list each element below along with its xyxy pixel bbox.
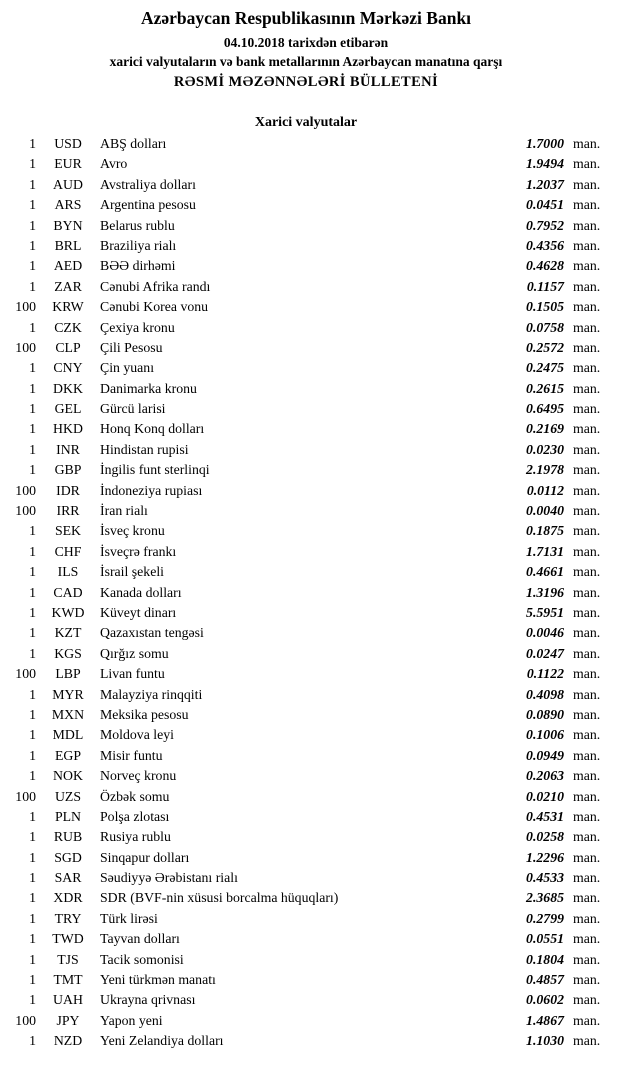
table-row <box>2 256 610 276</box>
table-row <box>2 154 610 174</box>
table-row <box>2 603 610 623</box>
row-currency-name: Yeni Zelandiya dolları <box>100 1033 224 1049</box>
table-row <box>2 664 610 684</box>
subject-line: xarici valyutaların və bank metallarının Azərbaycan manatına qarşı <box>109 54 503 69</box>
row-rate-value: 0.4661 <box>526 564 564 580</box>
row-currency-code: RUB <box>53 829 83 845</box>
bulletin-header <box>2 8 610 91</box>
row-currency-name: Moldova leyi <box>100 727 174 743</box>
row-rate-value: 0.2799 <box>526 910 564 926</box>
row-quantity: 1 <box>29 360 36 376</box>
row-quantity: 1 <box>29 401 36 417</box>
row-rate-value: 0.4098 <box>526 686 564 702</box>
row-quantity: 1 <box>29 829 36 845</box>
row-unit-label: man. <box>573 951 601 967</box>
row-currency-code: HKD <box>53 421 83 437</box>
table-row <box>2 297 610 317</box>
row-quantity: 1 <box>29 808 36 824</box>
row-quantity: 100 <box>15 503 36 519</box>
table-row <box>2 134 610 154</box>
row-currency-name: Livan funtu <box>100 666 165 682</box>
row-currency-name: Argentina pesosu <box>100 197 196 213</box>
row-currency-name: Yeni türkmən manatı <box>100 972 216 988</box>
row-currency-code: KWD <box>51 604 85 620</box>
table-row <box>2 318 610 338</box>
table-row <box>2 419 610 439</box>
row-rate-value: 0.4533 <box>526 870 564 886</box>
row-unit-label: man. <box>573 727 601 743</box>
row-currency-name: Rusiya rublu <box>100 829 171 845</box>
row-currency-name: BƏƏ dirhəmi <box>100 258 176 274</box>
row-currency-code: IDR <box>56 482 80 498</box>
row-currency-name: Tacik somonisi <box>100 951 184 967</box>
table-row <box>2 195 610 215</box>
row-currency-code: DKK <box>53 380 83 396</box>
row-rate-value: 1.4867 <box>526 1012 564 1028</box>
table-row <box>2 440 610 460</box>
row-unit-label: man. <box>573 768 601 784</box>
row-quantity: 1 <box>29 1033 36 1049</box>
row-quantity: 1 <box>29 849 36 865</box>
row-unit-label: man. <box>573 645 601 661</box>
row-unit-label: man. <box>573 319 601 335</box>
row-rate-value: 0.0040 <box>526 503 564 519</box>
table-row <box>2 277 610 297</box>
row-currency-name: Norveç kronu <box>100 768 177 784</box>
row-rate-value: 0.4628 <box>526 258 564 274</box>
row-quantity: 1 <box>29 992 36 1008</box>
row-currency-name: İsveçrə frankı <box>100 543 177 559</box>
row-currency-code: LBP <box>55 666 81 682</box>
table-row <box>2 685 610 705</box>
row-rate-value: 0.2063 <box>526 768 564 784</box>
row-currency-code: KRW <box>52 299 84 315</box>
row-rate-value: 0.1875 <box>526 523 564 539</box>
row-rate-value: 1.2037 <box>526 176 564 192</box>
row-rate-value: 0.0890 <box>526 706 564 722</box>
table-row <box>2 848 610 868</box>
row-currency-code: PLN <box>54 808 82 824</box>
table-row <box>2 623 610 643</box>
row-currency-name: Belarus rublu <box>100 217 175 233</box>
row-rate-value: 0.1122 <box>526 666 564 682</box>
row-quantity: 1 <box>29 462 36 478</box>
row-unit-label: man. <box>573 258 601 274</box>
row-currency-code: UZS <box>54 788 82 804</box>
row-currency-name: Çexiya kronu <box>100 319 175 335</box>
row-currency-code: KGS <box>54 645 82 661</box>
table-row <box>2 542 610 562</box>
row-quantity: 1 <box>29 768 36 784</box>
row-quantity: 1 <box>29 910 36 926</box>
table-row <box>2 175 610 195</box>
table-row <box>2 909 610 929</box>
row-rate-value: 0.0230 <box>526 441 564 457</box>
row-unit-label: man. <box>573 890 601 906</box>
table-row <box>2 379 610 399</box>
table-row <box>2 1011 610 1031</box>
table-row <box>2 827 610 847</box>
row-rate-value: 0.4356 <box>526 237 564 253</box>
row-rate-value: 0.0758 <box>526 319 564 335</box>
row-currency-name: Çin yuanı <box>100 360 155 376</box>
row-quantity: 1 <box>29 951 36 967</box>
row-currency-code: UAH <box>53 992 83 1008</box>
table-row <box>2 216 610 236</box>
row-currency-code: SAR <box>54 870 82 886</box>
row-rate-value: 0.0949 <box>526 747 564 763</box>
row-quantity: 1 <box>29 972 36 988</box>
row-quantity: 1 <box>29 380 36 396</box>
row-quantity: 1 <box>29 890 36 906</box>
row-currency-code: CNY <box>53 360 83 376</box>
row-currency-code: IRR <box>56 503 80 519</box>
row-unit-label: man. <box>573 686 601 702</box>
row-currency-name: Cənubi Afrika randı <box>100 278 211 294</box>
effective-date-line: 04.10.2018 tarixdən etibarən <box>223 35 389 50</box>
row-quantity: 1 <box>29 197 36 213</box>
row-currency-name: İsveç kronu <box>100 523 165 539</box>
row-currency-name: Tayvan dolları <box>100 931 180 947</box>
table-row <box>2 766 610 786</box>
row-currency-code: TMT <box>53 972 83 988</box>
table-row <box>2 521 610 541</box>
row-rate-value: 0.1006 <box>526 727 564 743</box>
row-currency-name: Malayziya rinqqiti <box>100 686 203 702</box>
row-currency-code: XDR <box>53 890 83 906</box>
row-rate-value: 0.0258 <box>526 829 564 845</box>
row-quantity: 100 <box>15 482 36 498</box>
row-currency-name: Gürcü larisi <box>100 401 166 417</box>
row-unit-label: man. <box>573 156 601 172</box>
row-rate-value: 0.4857 <box>526 972 564 988</box>
row-currency-name: Kanada dolları <box>100 584 182 600</box>
row-unit-label: man. <box>573 176 601 192</box>
row-rate-value: 1.2296 <box>526 849 564 865</box>
row-currency-name: Çili Pesosu <box>100 339 163 355</box>
table-row <box>2 990 610 1010</box>
row-rate-value: 0.2475 <box>526 360 564 376</box>
row-rate-value: 1.7131 <box>526 543 564 559</box>
row-unit-label: man. <box>573 339 601 355</box>
row-currency-name: İndoneziya rupiası <box>100 482 203 498</box>
row-quantity: 100 <box>15 1012 36 1028</box>
table-row <box>2 399 610 419</box>
row-currency-code: ZAR <box>54 278 82 294</box>
row-rate-value: 0.0112 <box>526 482 564 498</box>
row-rate-value: 0.1505 <box>526 299 564 315</box>
row-currency-code: CAD <box>53 584 83 600</box>
row-quantity: 1 <box>29 319 36 335</box>
row-quantity: 1 <box>29 931 36 947</box>
row-unit-label: man. <box>573 584 601 600</box>
row-quantity: 100 <box>15 339 36 355</box>
row-quantity: 1 <box>29 870 36 886</box>
row-unit-label: man. <box>573 829 601 845</box>
row-currency-name: Qazaxıstan tengəsi <box>100 625 204 641</box>
row-rate-value: 0.0247 <box>526 645 564 661</box>
table-row <box>2 950 610 970</box>
row-currency-code: SGD <box>54 849 82 865</box>
row-currency-name: Türk lirəsi <box>100 910 158 926</box>
row-currency-code: JPY <box>56 1012 80 1028</box>
row-rate-value: 1.1030 <box>526 1033 564 1049</box>
row-currency-name: Avstraliya dolları <box>100 176 196 192</box>
row-unit-label: man. <box>573 788 601 804</box>
table-row <box>2 481 610 501</box>
row-unit-label: man. <box>573 197 601 213</box>
table-row <box>2 929 610 949</box>
row-currency-name: İran rialı <box>100 503 148 519</box>
row-currency-code: TRY <box>54 910 82 926</box>
row-rate-value: 0.6495 <box>526 401 564 417</box>
row-currency-code: ARS <box>54 197 82 213</box>
row-quantity: 100 <box>15 299 36 315</box>
row-currency-name: SDR (BVF-nin xüsusi borcalma hüquqları) <box>100 890 339 906</box>
row-unit-label: man. <box>573 870 601 886</box>
row-quantity: 1 <box>29 237 36 253</box>
row-unit-label: man. <box>573 747 601 763</box>
row-unit-label: man. <box>573 910 601 926</box>
table-row <box>2 888 610 908</box>
row-rate-value: 0.0451 <box>526 197 564 213</box>
row-unit-label: man. <box>573 992 601 1008</box>
row-currency-name: Misir funtu <box>100 747 163 763</box>
row-currency-code: AUD <box>53 176 83 192</box>
row-currency-name: Braziliya rialı <box>100 237 177 253</box>
row-currency-code: CLP <box>55 339 81 355</box>
table-row <box>2 807 610 827</box>
row-rate-value: 0.0210 <box>526 788 564 804</box>
row-unit-label: man. <box>573 278 601 294</box>
row-unit-label: man. <box>573 421 601 437</box>
row-currency-name: Danimarka kronu <box>100 380 197 396</box>
row-currency-name: Meksika pesosu <box>100 706 189 722</box>
row-unit-label: man. <box>573 564 601 580</box>
row-unit-label: man. <box>573 1012 601 1028</box>
row-currency-code: MYR <box>52 686 84 702</box>
row-rate-value: 0.1804 <box>526 951 564 967</box>
row-rate-value: 0.2169 <box>526 421 564 437</box>
row-currency-code: GBP <box>54 462 82 478</box>
table-row <box>2 338 610 358</box>
row-unit-label: man. <box>573 849 601 865</box>
row-currency-code: EGP <box>54 747 82 763</box>
table-row <box>2 1031 610 1051</box>
row-quantity: 1 <box>29 441 36 457</box>
row-rate-value: 0.7952 <box>526 217 564 233</box>
row-currency-name: ABŞ dolları <box>100 136 167 151</box>
row-quantity: 100 <box>15 788 36 804</box>
row-currency-code: BYN <box>53 217 83 233</box>
row-currency-code: BRL <box>54 237 82 253</box>
row-rate-value: 0.2615 <box>526 380 564 396</box>
row-currency-code: TWD <box>52 931 84 947</box>
row-currency-code: NOK <box>53 768 83 784</box>
row-quantity: 1 <box>29 258 36 274</box>
row-quantity: 1 <box>29 747 36 763</box>
row-quantity: 1 <box>29 156 36 172</box>
row-currency-name: Cənubi Korea vonu <box>100 299 209 315</box>
row-currency-name: Özbək somu <box>100 788 170 804</box>
row-quantity: 1 <box>29 543 36 559</box>
row-currency-name: Ukrayna qrivnası <box>100 992 196 1008</box>
row-quantity: 1 <box>29 604 36 620</box>
row-quantity: 1 <box>29 645 36 661</box>
row-currency-name: Yapon yeni <box>100 1012 163 1028</box>
row-rate-value: 0.1157 <box>526 278 564 294</box>
row-currency-code: ILS <box>57 564 79 580</box>
row-quantity: 1 <box>29 523 36 539</box>
row-rate-value: 0.4531 <box>526 808 564 824</box>
row-unit-label: man. <box>573 543 601 559</box>
row-unit-label: man. <box>573 503 601 519</box>
row-unit-label: man. <box>573 1033 601 1049</box>
row-unit-label: man. <box>573 666 601 682</box>
row-quantity: 1 <box>29 421 36 437</box>
row-currency-name: Polşa zlotası <box>100 808 170 824</box>
row-currency-code: AED <box>53 258 83 274</box>
row-unit-label: man. <box>573 360 601 376</box>
row-currency-code: TJS <box>57 951 79 967</box>
table-row <box>2 725 610 745</box>
row-currency-code: EUR <box>54 156 82 172</box>
row-currency-name: İngilis funt sterlinqi <box>100 462 210 478</box>
table-row <box>2 562 610 582</box>
table-row <box>2 787 610 807</box>
row-rate-value: 0.0551 <box>526 931 564 947</box>
row-unit-label: man. <box>573 706 601 722</box>
table-row <box>2 746 610 766</box>
row-currency-code: KZT <box>54 625 82 641</box>
row-currency-code: NZD <box>53 1033 83 1049</box>
currency-table-body <box>2 134 610 1052</box>
table-row <box>2 583 610 603</box>
row-currency-code: USD <box>54 136 82 151</box>
row-unit-label: man. <box>573 441 601 457</box>
row-currency-name: Qırğız somu <box>100 645 169 661</box>
row-rate-value: 1.9494 <box>526 156 564 172</box>
row-quantity: 1 <box>29 278 36 294</box>
row-unit-label: man. <box>573 136 601 151</box>
row-currency-code: MXN <box>51 706 85 722</box>
section-title-foreign-currencies: Xarici valyutalar <box>254 115 358 130</box>
row-currency-name: Küveyt dinarı <box>100 604 177 620</box>
bulletin-title: RƏSMİ MƏZƏNNƏLƏRİ BÜLLETENİ <box>173 74 439 90</box>
row-currency-code: INR <box>56 441 80 457</box>
row-rate-value: 1.7000 <box>526 136 564 151</box>
table-row <box>2 236 610 256</box>
row-rate-value: 2.1978 <box>526 462 564 478</box>
table-row <box>2 501 610 521</box>
row-unit-label: man. <box>573 380 601 396</box>
row-quantity: 1 <box>29 176 36 192</box>
table-row <box>2 358 610 378</box>
row-currency-code: CZK <box>54 319 82 335</box>
row-rate-value: 1.3196 <box>526 584 564 600</box>
row-currency-name: Sinqapur dolları <box>100 849 190 865</box>
row-quantity: 1 <box>29 706 36 722</box>
row-unit-label: man. <box>573 482 601 498</box>
row-unit-label: man. <box>573 401 601 417</box>
table-row <box>2 868 610 888</box>
row-currency-name: Səudiyyə Ərəbistanı rialı <box>100 870 238 886</box>
row-currency-code: GEL <box>54 401 82 417</box>
row-unit-label: man. <box>573 972 601 988</box>
row-currency-code: CHF <box>54 543 82 559</box>
row-currency-code: SEK <box>54 523 82 539</box>
table-row <box>2 644 610 664</box>
row-currency-name: Honq Konq dolları <box>100 421 205 437</box>
row-quantity: 1 <box>29 686 36 702</box>
row-currency-name: İsrail şekeli <box>100 564 164 580</box>
row-rate-value: 2.3685 <box>526 890 564 906</box>
row-currency-code: MDL <box>52 727 84 743</box>
row-currency-name: Avro <box>100 156 128 172</box>
row-rate-value: 0.0046 <box>526 625 564 641</box>
table-row <box>2 460 610 480</box>
row-unit-label: man. <box>573 217 601 233</box>
row-quantity: 1 <box>29 727 36 743</box>
row-quantity: 1 <box>29 217 36 233</box>
row-unit-label: man. <box>573 462 601 478</box>
row-unit-label: man. <box>573 237 601 253</box>
row-unit-label: man. <box>573 808 601 824</box>
bank-name: Azərbaycan Respublikasının Mərkəzi Bankı <box>140 8 472 28</box>
row-unit-label: man. <box>573 931 601 947</box>
table-row <box>2 970 610 990</box>
row-quantity: 1 <box>29 625 36 641</box>
row-rate-value: 5.5951 <box>526 604 564 620</box>
row-unit-label: man. <box>573 625 601 641</box>
row-quantity: 1 <box>29 564 36 580</box>
row-unit-label: man. <box>573 299 601 315</box>
row-unit-label: man. <box>573 523 601 539</box>
row-unit-label: man. <box>573 604 601 620</box>
row-currency-name: Hindistan rupisi <box>100 441 189 457</box>
row-quantity: 1 <box>29 136 36 151</box>
table-row <box>2 705 610 725</box>
row-quantity: 100 <box>15 666 36 682</box>
row-rate-value: 0.2572 <box>526 339 564 355</box>
row-quantity: 1 <box>29 584 36 600</box>
row-rate-value: 0.0602 <box>526 992 564 1008</box>
